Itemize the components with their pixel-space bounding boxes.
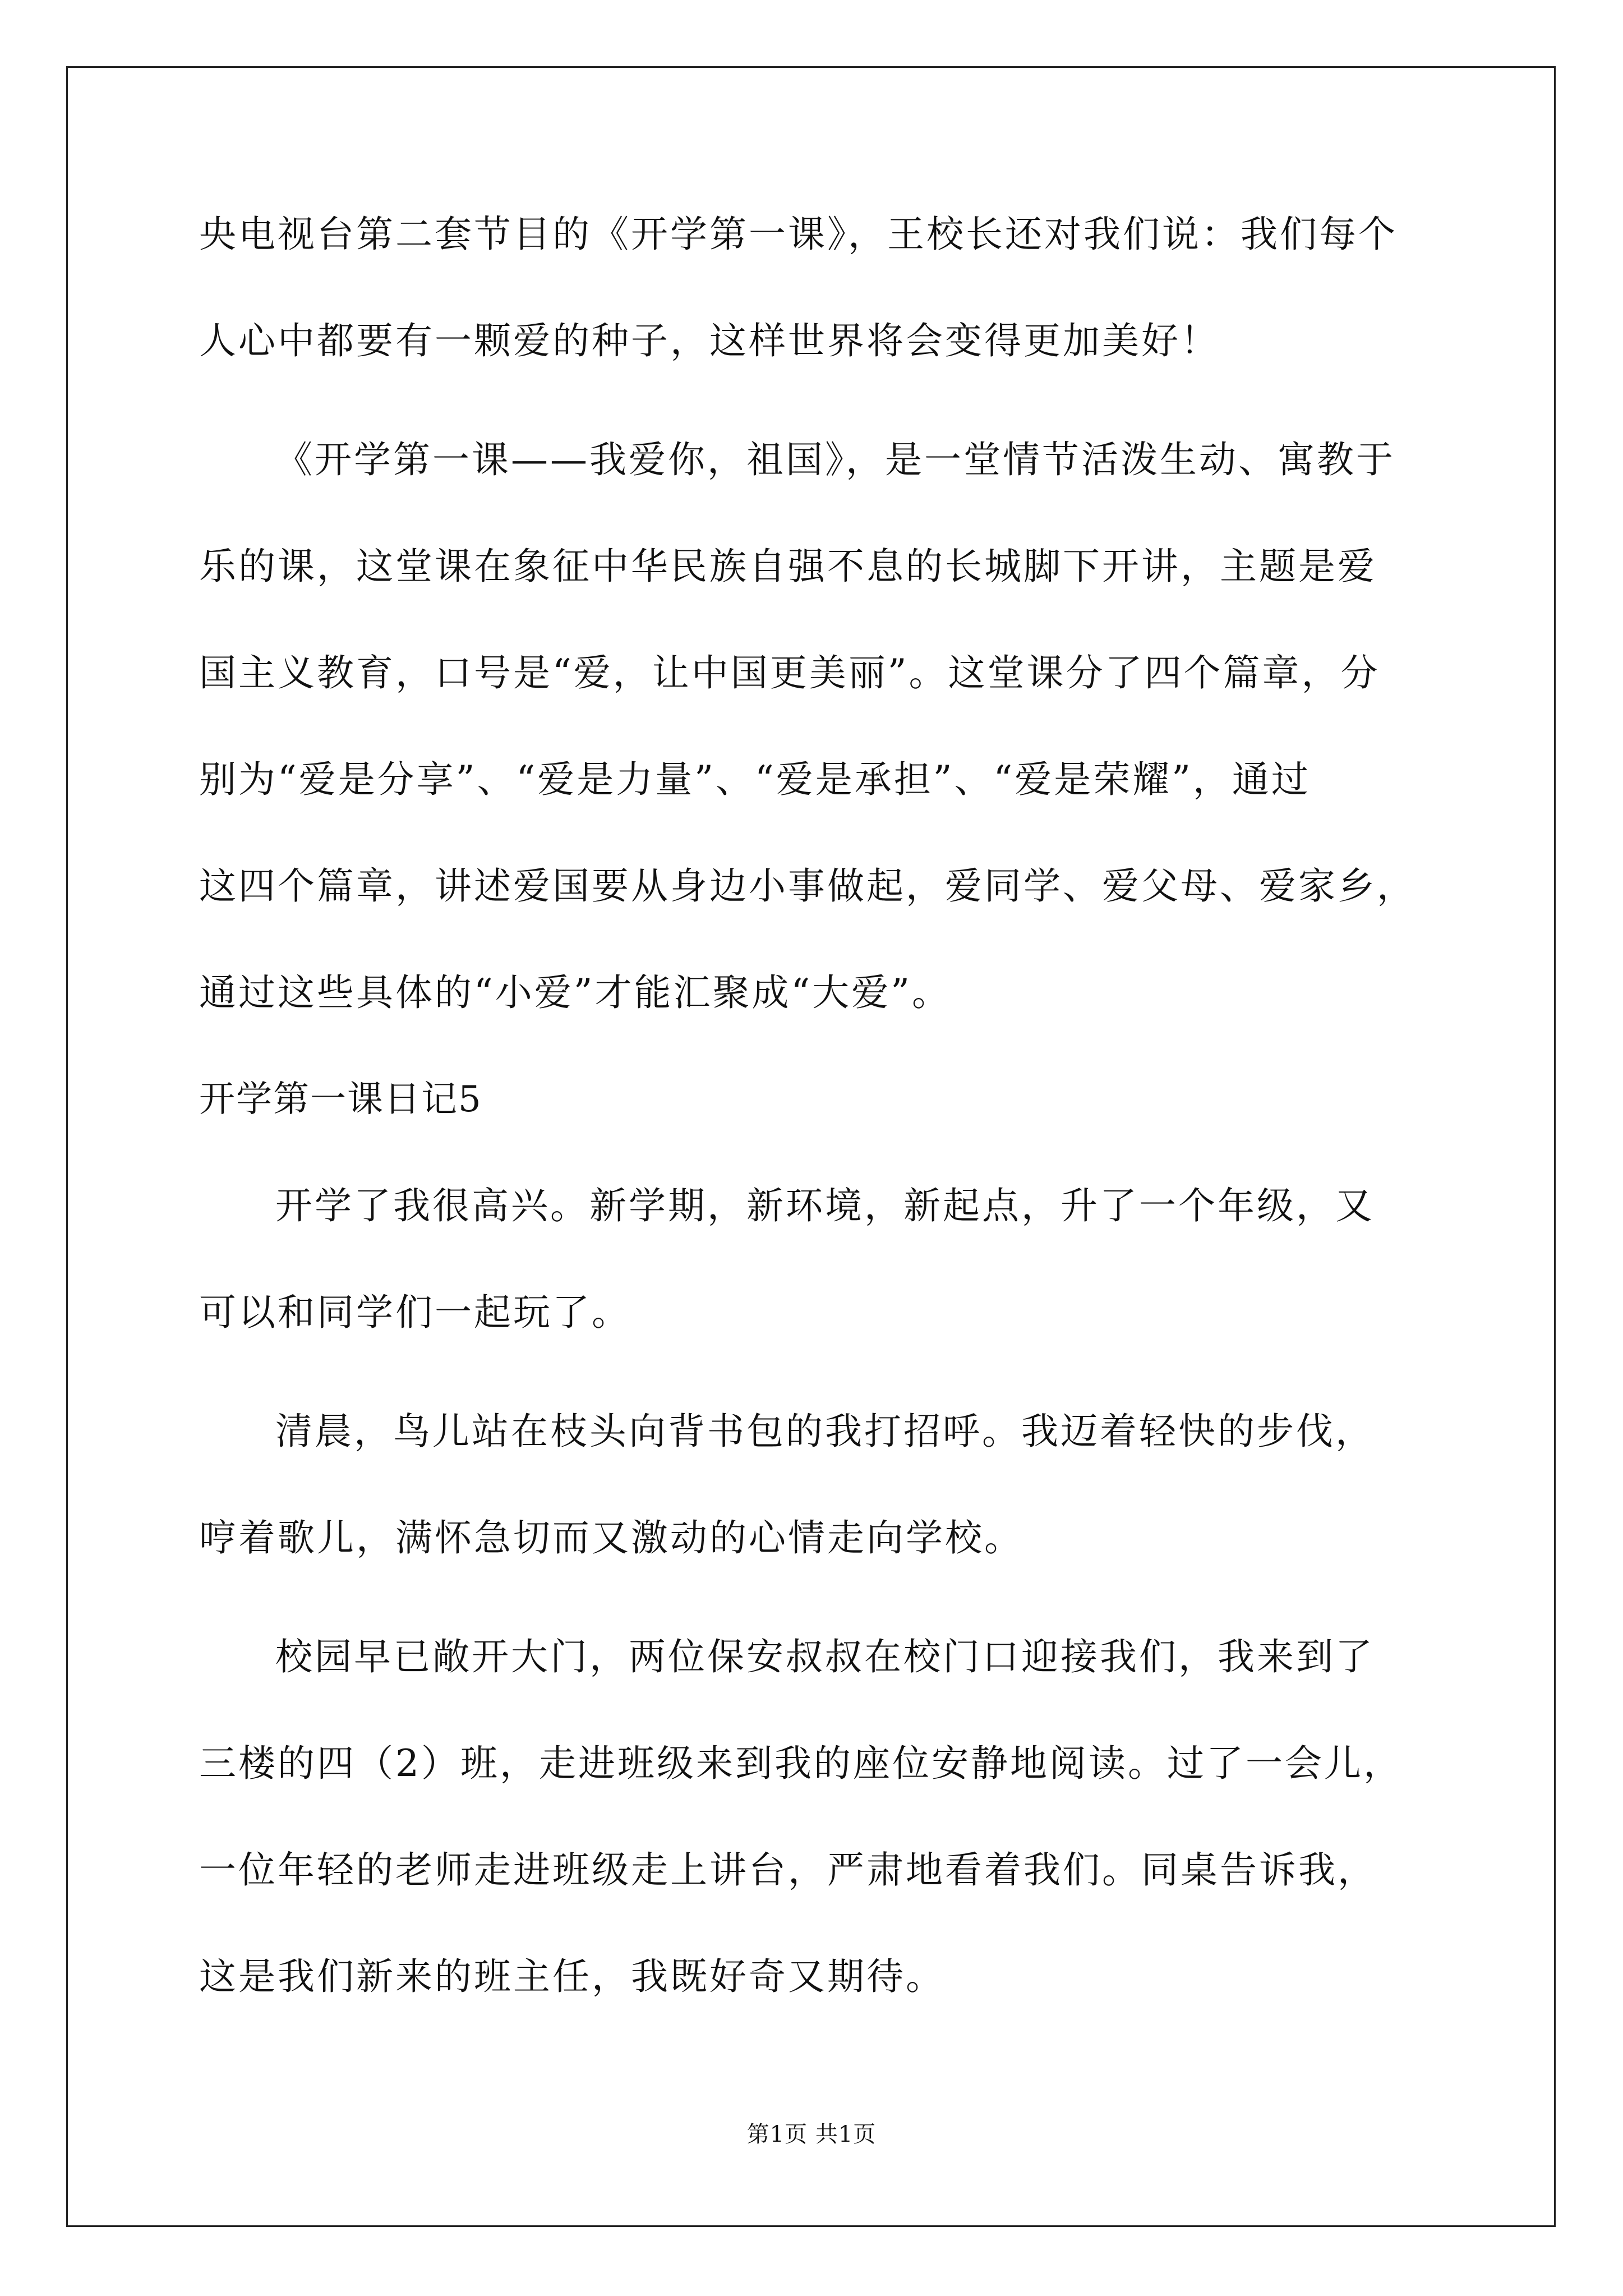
text-line: 三楼的四（2）班，走进班级来到我的座位安静地阅读。过了一会儿， bbox=[199, 1742, 1403, 1785]
text-line: 别为“爱是分享”、“爱是力量”、“爱是承担”、“爱是荣耀”，通过 bbox=[199, 758, 1311, 801]
text-line: 人心中都要有一颗爱的种子，这样世界将会变得更加美好！ bbox=[199, 319, 1220, 362]
text-line: 国主义教育，口号是“爱，让中国更美丽”。这堂课分了四个篇章，分 bbox=[199, 651, 1380, 694]
page-frame bbox=[66, 66, 1556, 2227]
paragraph-first-line: 校园早已敞开大门，两位保安叔叔在校门口迎接我们，我来到了 bbox=[275, 1635, 1375, 1678]
text-line: 一位年轻的老师走进班级走上讲台，严肃地看着我们。同桌告诉我， bbox=[199, 1848, 1377, 1892]
text-line: 可以和同学们一起玩了。 bbox=[199, 1291, 631, 1334]
page-number: 第1页 共1页 bbox=[746, 2122, 877, 2147]
section-heading: 开学第一课日记5 bbox=[199, 1079, 482, 1120]
text-line: 这是我们新来的班主任，我既好奇又期待。 bbox=[199, 1955, 945, 1998]
paragraph-first-line: 《开学第一课——我爱你，祖国》，是一堂情节活泼生动、寓教于 bbox=[275, 438, 1395, 481]
text-line: 通过这些具体的“小爱”才能汇聚成“大爱”。 bbox=[199, 971, 951, 1014]
text-line: 这四个篇章，讲述爱国要从身边小事做起，爱同学、爱父母、爱家乡， bbox=[199, 864, 1416, 908]
paragraph-first-line: 清晨，鸟儿站在枝头向背书包的我打招呼。我迈着轻快的步伐， bbox=[275, 1410, 1375, 1453]
text-line: 哼着歌儿，满怀急切而又激动的心情走向学校。 bbox=[199, 1516, 1023, 1559]
text-line: 央电视台第二套节目的《开学第一课》，王校长还对我们说：我们每个 bbox=[199, 213, 1398, 256]
paragraph-first-line: 开学了我很高兴。新学期，新环境，新起点，升了一个年级，又 bbox=[275, 1184, 1375, 1227]
text-line: 乐的课，这堂课在象征中华民族自强不息的长城脚下开讲，主题是爱 bbox=[199, 545, 1377, 588]
